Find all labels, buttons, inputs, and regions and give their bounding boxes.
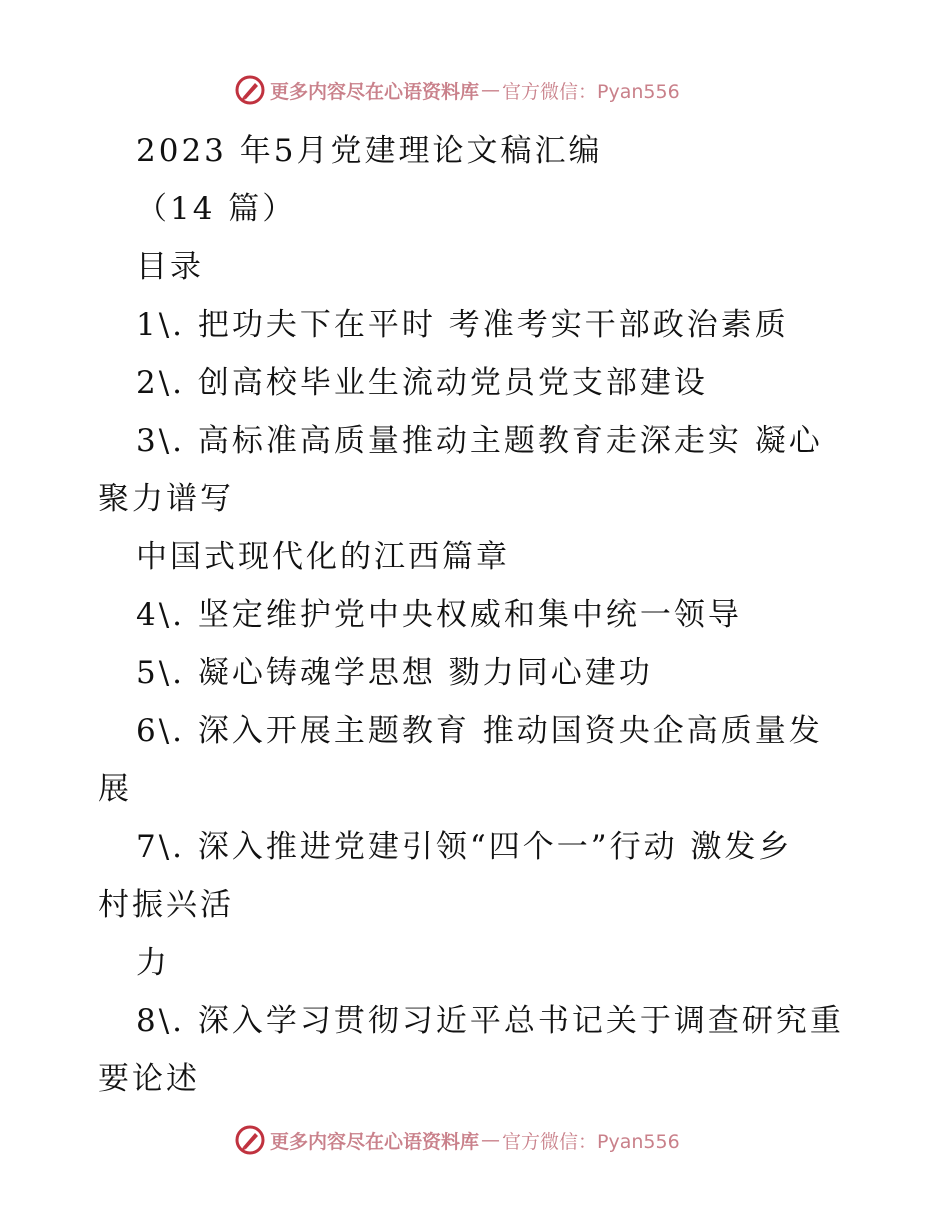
toc-line: 4\. 坚定维护党中央权威和集中统一领导 — [136, 597, 742, 633]
watermark-contact: 官方微信：Pyan556 — [502, 1130, 680, 1153]
toc-line: 7\. 深入推进党建引领“四个一”行动 激发乡 — [136, 829, 793, 865]
pen-logo-icon — [234, 74, 266, 106]
toc-line: 1\. 把功夫下在平时 考准考实干部政治素质 — [136, 307, 789, 343]
footer-watermark — [234, 1123, 680, 1157]
watermark-text: 更多内容尽在心语资料库 — [270, 1130, 480, 1153]
document-subtitle: （14 篇） — [136, 191, 297, 227]
header-watermark — [234, 73, 680, 107]
document-body — [98, 122, 858, 1108]
watermark-text: 更多内容尽在心语资料库 — [270, 80, 480, 103]
toc-line: 6\. 深入开展主题教育 推动国资央企高质量发 — [136, 713, 823, 749]
toc-line: 中国式现代化的江西篇章 — [136, 539, 510, 575]
toc-line-continuation: 要论述 — [98, 1061, 200, 1097]
watermark-contact: 官方微信：Pyan556 — [502, 80, 680, 103]
toc-line-continuation: 聚力谱写 — [98, 481, 234, 517]
watermark-dash: — — [481, 1129, 501, 1151]
toc-line-continuation: 村振兴活 — [98, 887, 234, 923]
toc-heading: 目录 — [136, 249, 204, 285]
toc-line: 8\. 深入学习贯彻习近平总书记关于调查研究重 — [136, 1003, 844, 1039]
toc-line-continuation: 展 — [98, 771, 132, 807]
toc-line: 2\. 创高校毕业生流动党员党支部建设 — [136, 365, 708, 401]
document-title: 2023 年5月党建理论文稿汇编 — [136, 133, 603, 169]
toc-line: 力 — [136, 945, 170, 981]
watermark-dash: — — [481, 79, 501, 101]
toc-line: 5\. 凝心铸魂学思想 勠力同心建功 — [136, 655, 653, 691]
pen-logo-icon — [234, 1124, 266, 1156]
toc-line: 3\. 高标准高质量推动主题教育走深走实 凝心 — [136, 423, 823, 459]
